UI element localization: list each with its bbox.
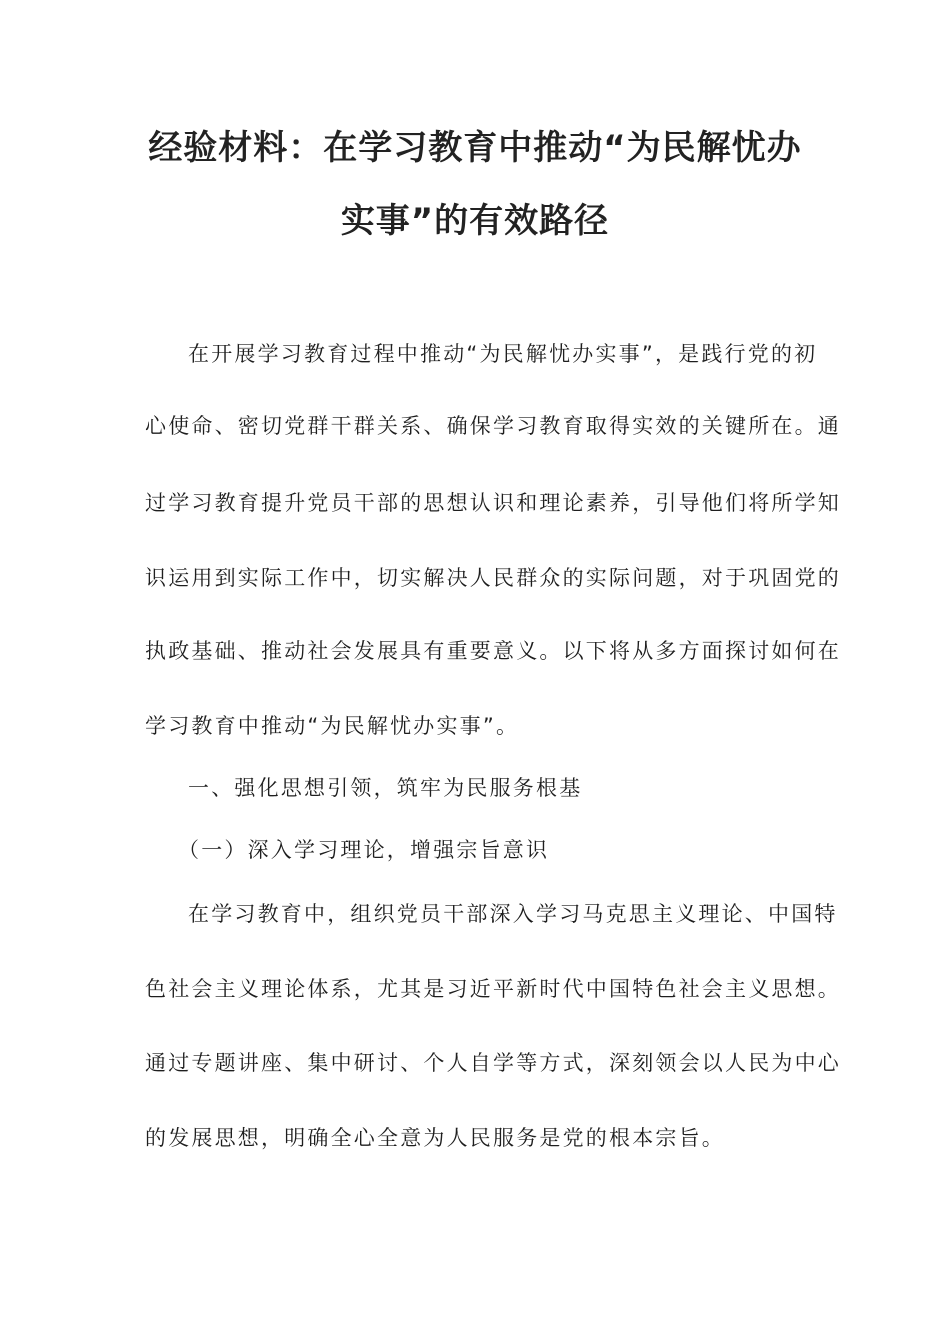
paragraph-2-line-2: 色社会主义理论体系，尤其是习近平新时代中国特色社会主义思想。 (145, 977, 841, 1001)
paragraph-2-line-1: 在学习教育中，组织党员干部深入学习马克思主义理论、中国特 (188, 902, 838, 926)
section-heading-1: 一、强化思想引领，筑牢为民服务根基 (188, 776, 583, 800)
paragraph-1-line-3: 过学习教育提升党员干部的思想认识和理论素养，引导他们将所学知 (145, 491, 841, 515)
paragraph-1-line-1: 在开展学习教育过程中推动“为民解忧办实事”，是践行党的初 (188, 342, 818, 366)
paragraph-2-line-3: 通过专题讲座、集中研讨、个人自学等方式，深刻领会以人民为中心 (145, 1051, 841, 1075)
paragraph-1-line-5: 执政基础、推动社会发展具有重要意义。以下将从多方面探讨如何在 (145, 639, 841, 663)
subsection-heading-1: （一）深入学习理论，增强宗旨意识 (178, 838, 550, 862)
paragraph-1-line-4: 识运用到实际工作中，切实解决人民群众的实际问题，对于巩固党的 (145, 566, 841, 590)
document-title-line-2: 实事”的有效路径 (340, 201, 610, 241)
paragraph-2-line-4: 的发展思想，明确全心全意为人民服务是党的根本宗旨。 (145, 1126, 725, 1150)
document-title-line-1: 经验材料：在学习教育中推动“为民解忧办 (148, 128, 802, 168)
paragraph-1-line-6: 学习教育中推动“为民解忧办实事”。 (145, 714, 520, 738)
paragraph-1-line-2: 心使命、密切党群干群关系、确保学习教育取得实效的关键所在。通 (145, 414, 841, 438)
